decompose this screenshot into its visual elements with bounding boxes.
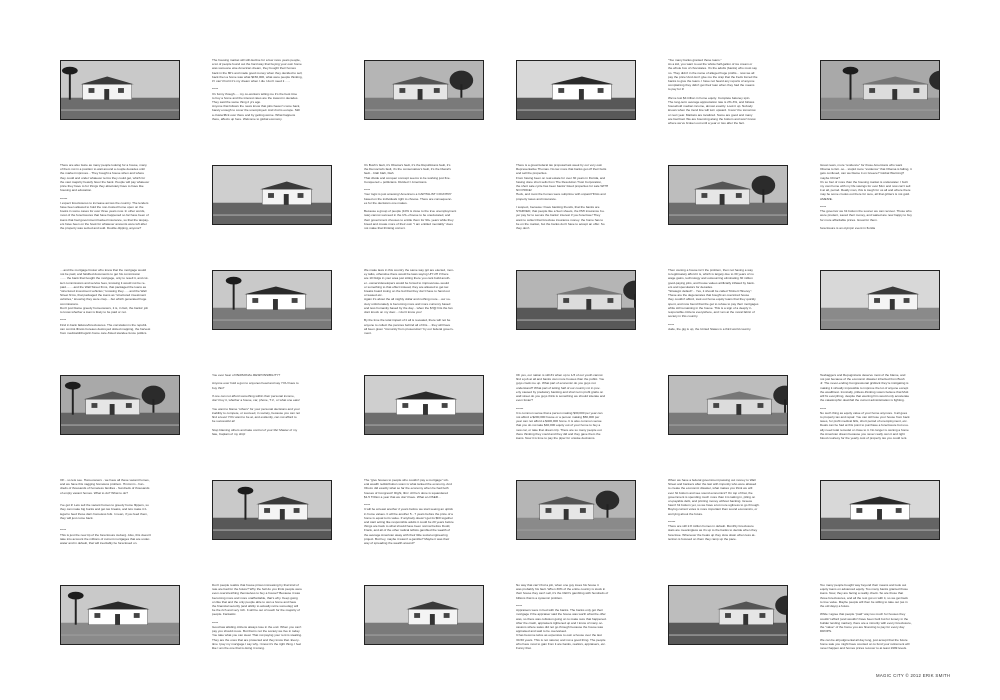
comment-text: Don't people realize that house prices increasing by that kind of rate are bad for the future? Why the hell do you think people were even overstretching themselves to buy a house? Because it was becoming more and more unaffordable, that's why. Keep going on like that and the only people able to own a home and have the financial security (and ability to actually retire someday) will be the rich and very rich. It will be out of reach for the majority of people. Fantastic. ***** Good law abiding citizens always lose in the end. When you can't pay you should move. But that is not the society we live in today. You take what you can steal. That not paying your rent is stealing. They are the ones that are protected and they know that. Every- time I pay my mortgage I say why. I know it's the right thing. I feel like I am the one that is doing it wrong. bbox=[212, 583, 302, 651]
comment-cell bbox=[364, 478, 492, 576]
comment-cell bbox=[212, 58, 340, 156]
overgrown-house-photo bbox=[60, 375, 180, 435]
comment-text: There is a great federal tax proposal last week by our very own Representative Thomas. No tax more that banks get off their butts and sell the properties. From having been on real estate for over 30 years in Florida, and having done short sells from The Resolution Trust Corporation, the short sale cycle has been banks' listed properties for sale WITH NO PRICE! Heck, and most the homes were subprime with unpaid HOAs and property taxes and insurance. I suspect, because I have banking friends, that the banks are STARVED, that people like a Sect sheets, the PMI insurance bu- yer pay for to secure the banks' interest if you foreclose! They want to collect that foreclose insurance money. the home has to be on the market, but the banks don't have to accept an offer. So they don't. bbox=[516, 163, 609, 231]
street-house-photo bbox=[364, 585, 484, 645]
comment-text: ....and the mortgage broker who knew that the mortgage would not be paid, and falsified documents to get his commission ....... the bank that bought the mortgage, only to resell it, and col- lect commissions and service fees, knowing it would not be re- paid.........and the Wall Street firms, that packaged the loans as "structured investment vehicles," knowing they.......and the Wall Street firms, that packaged the loans as "structured investment vehicles," knowing they were crap.....but which generated huge commissions. Don't just blame greedy homeowners, it is, in fact, the banks' job to know whether a loan is likely to be paid or not. ***** Find in bank failures/foreclosures. The correlation is the republi- can control.Illinois bureaus destroyed dotted mapping, the harvest from medicald/drugs/in home care /listed standee fence politics. bbox=[60, 268, 151, 336]
comment-text: The "give houses to people who couldn't pay a mortgage" Lib- eral wealth redistribution scam is what tanked the economy. And Obozo did exactly what so far the economy when he had both houses of Congress!! Right, libs!. All he's done is squandered $1.5 Trillion a year that we don't have. What a LOSER... ***** It will be at least another 2 years before we start seeing an uptick in home values. It will be another 5 - 7 years before the price of a home is equal to its value. If anybody doesn't get its $h0 together and start acting like responsible adults it could be 20 years before things are back to what should have been normal before Dodd, Frank, and all of the other radical leftists gambled the wealth of the average American away with their little social engineering project. But hey, maybe it wasn't a gamble? Maybe it was their way of spreading the wealth around? bbox=[364, 478, 454, 546]
comment-text: Teabaggers and Repugnicans deserve most of the blame, and not just because of the economic disaster inherited from Bush Jr. The never-ending Congressional gridlock they're instigating is making it virtually impossible to improve the lot of anyone except the wealthiest. Ironically, pitiless-thinking voters believe that Mutt will fix everything, despite that electing him would only accelerate the catastrophic downfall the current administration is fighting. ***** No such thing as equity value of your home anymore. It all goes to property tax and repair. You can still lose your house from back taxes, for profit medical bills, short period of unemployment, etc. Deals can be had at this point to purchase a foreclosure but usu- ally need total remodel or close to it. No longer is owning a home the American dream because you never really own it and right blood courtesy for the yearly cost of property tax you could rent. bbox=[820, 373, 910, 441]
photo-cell bbox=[60, 58, 180, 156]
photo-cell bbox=[820, 478, 940, 576]
comment-text: Oh yes, our nation is still #1 when up to 1/3 of our youth cannot find a job at all and banks own more houses than the public. You guys crack me up. What part of economic do you guys not understand? What part of letting half of our country rot in pov- erty caused by predatory banking and short term profit grabs on wall street do you guys think is something we should tolerate and even foster? ****** It is common sense that a person making $30,000 per year can not afford a $200,000 house or a person making $50,000 per year can not afford a $400,000 home. It is also common sense that you do not take $40,000 equity out of your home to buy a new car, or take that dream trip. There are so many people out there thinking they could and they did and they gave them the loans. Now it is time to pay the piper for unwise decisions. bbox=[516, 373, 606, 441]
sheet-row bbox=[60, 583, 940, 681]
photo-cell bbox=[364, 58, 484, 156]
comment-cell bbox=[212, 373, 340, 471]
palm-street-photo bbox=[516, 60, 636, 120]
carport-house-photo bbox=[516, 270, 636, 330]
photo-cell bbox=[668, 583, 788, 681]
comment-cell bbox=[668, 58, 796, 156]
comment-cell bbox=[516, 373, 644, 471]
comment-cell bbox=[668, 478, 796, 576]
comment-text: The housing market will still decline for a few more years people, a lot of people found out the hard way that buying your own home was someone else American dream, they bought their homes back in the 80's and made good money when they decided to sell, back then a home was what $150,000, what were people thinking, if I can't find it it's my dream when I die I don't need it ...... ***** It's funny though..... my co-workers telling me it's the best time to buy a home and the interest rates are the lowest in decades. They said the same thing 2 yrs ago. Anyone that follows the news know that jobs haven't come back, barely enough to cover the unemployed. And 2nd is europe. Still a clusterf#ck over there and by getting worse. What happens there, affects up here. Welcome to global economy. bbox=[212, 58, 303, 121]
sheet-row bbox=[60, 58, 940, 156]
comment-cell bbox=[60, 478, 180, 576]
wide-lawn-house-photo bbox=[820, 480, 940, 540]
graffiti-house-photo bbox=[212, 480, 332, 540]
photo-cell bbox=[516, 58, 636, 156]
comment-text: OK - so lets see. Homeowners - we have all these vacant homes, and we have this nagging homeless problem. Hmmmm - hun- dreds of thousands of homeless families - hundreds of thousands of empty vacant homes. What to do? What to do? I've got it! Lets sell the vacant homes to greedy home flippers, so they can make big bucks and get tax breaks, and lets make it il- legal to feed those darn homeless folk. I mean, if you feed them, they will just come back. ***** This is just the new tip of the foreclosure iceberg. Also, this doesn't take into account the millions of current mortgages that are under- water and in default, that will inevitably be foreclosed on. bbox=[60, 478, 152, 546]
photo-cell bbox=[212, 478, 332, 576]
comment-cell bbox=[364, 268, 492, 366]
comment-text: There are also twice as many people looking for a house, many of them not in a position to wait around a couple decades until the market improves... They bought a house when and where they could and under whatever terms they could get, which for the vast majority heavily favor the bank. People will pay whatever price they have to for things they absolutely have to have like housing and education. ****** I expect foreclosures to increase across the country. The lenders have been allowed to hold the non-trusted home open on the books in some cases for over three years now. In other words, most of the foreclosures that have happened so far have been of loans that had government backed insurance, so that the taxpay- ers have been on the hook for whatever amounts were left after the property was seized and sold. Double dipping, anyone? bbox=[60, 163, 150, 231]
photo-cell bbox=[364, 583, 484, 681]
corner-house-photo bbox=[60, 585, 180, 645]
photo-cell bbox=[668, 373, 788, 471]
comment-cell bbox=[516, 583, 644, 681]
photo-cell bbox=[820, 58, 940, 156]
comment-text: No way that can't find a job, when one guy loses his house it was probably his fault. When 30% of the entire country is stuck in their house they can't sell, it's the CEO's gambling with hundreds of billions that is a systemic problem. ***** Appraisers were in bed with the banks. The banks only got their mortgage if the appraiser said the house was worth what the offer was, so there was collusion going on to make sure that happened. After the crash, appraisers tightened up and I know of many oc- casions where sales did not go through because the house was appraised and said to be overvalued. It has become twice as expensive to own a house over the last 30-50 years. This is not natural, and not a good thing. The people who have most to gain from it are banks, realtors, appraisers, etc. Funny that. bbox=[516, 583, 609, 651]
comment-text: When we have a federal government passing out money to Wall Street and bankers after the last with impunity who were allowed to create the economic disaster, what makes you think we will ever hit bottom and see sound economics? On top of that, the government is spending much more than it is taking in, piling on un-payable debt, and printing money without backing. Greece hasn't hit bottom yet, so we have a lot more ugliness to go through. Buying current votes is more important than sound economics, or worrying about the future. ****** There are still 2.8 million homes in default. Monthly foreclosure stats are meaningless as it's up to the banks to decide when they foreclose. Whenever the heats up they slow down when less at- tention is focused on them they ramp up the pace. bbox=[668, 478, 760, 541]
comment-text: "Too many banks granted those loans." As a kid, you want to eat the whole half-gallon of ice cream or the whole box of chocolates. It's the adults (banks) who must say no. They didn't in the name of alleged huge profits... now we all pay the price! And don't give me the crap that the Feds forced the banks to give the loans. I have not heard any reports of anyone complaining they didn't get their loan when they had the means to pay for it! We've lost $4 trillion in home equity. Complete baloney spin. The long-term average appreciation rate is 2%-3%, and follows household median income, almost exactly. Look it up. Nobody knows when the trend line will turn upward. It won't be tomorrow or next year. Markets are localized. Some are good and many are bad bad. We are bouncing along the bottom and won't know where we've broken out until a year or two after the fact. bbox=[668, 58, 758, 126]
ranch-house-photo bbox=[820, 60, 940, 120]
photo-cell bbox=[516, 478, 636, 576]
sheet-row bbox=[60, 478, 940, 576]
comment-cell bbox=[820, 373, 940, 471]
photo-cell bbox=[60, 583, 180, 681]
comment-text: You ever hear of PERSONAL RESPONSIBILITY? Anyone ever hold a gun to anyones head and say YOU have to buy this? If one can not afford something within their personal income, don't buy it, whether a house, car, phone, T.V., or what one eats! You want to blame "others" for your personal decisions and your inability to compete, or succeed, in society, because you can not find a level YOU want to be at, and evidently, can not afford to be successful at! Stop blaming others and take control of your life! Master of my fate, Captain of my ship! bbox=[212, 373, 300, 436]
comment-cell bbox=[820, 583, 940, 681]
photo-cell bbox=[60, 373, 180, 471]
sheet-row bbox=[60, 163, 940, 261]
photo-cell bbox=[364, 373, 484, 471]
modest-house-photo bbox=[516, 480, 636, 540]
comment-cell bbox=[516, 163, 644, 261]
comment-text: We make laws in this country the same way ppl are elected, mon- ey talks, otherwise there would be laws saying UH UH if there are 10 bldgs in your area just sitting there you cant build anoth- er...owners/developers would be forced to improve/use~would or something to that effect instead, they are allowed to get tax breaks board loving on the fed that they don't have to hand out or leased etc. Again it's about the all mighty dollar and nothing more....our so- ciety unfortunately is becoming more and more currency based and less humanity based by the day... when the $!!@ hits the fan dont knock on my door....I don't know you! By the time the total impact of it all is revealed, there will not be anyone to collect the pennies behind all of this.... they will have all been given "immunity from prosecution" by our federal govern- ment. bbox=[364, 268, 454, 336]
comment-cell bbox=[364, 163, 492, 261]
photo-cell bbox=[212, 163, 332, 261]
roadside-house-photo bbox=[364, 375, 484, 435]
comment-cell bbox=[60, 268, 180, 366]
photo-cell bbox=[516, 268, 636, 366]
comment-cell bbox=[212, 583, 340, 681]
comment-cell bbox=[668, 268, 796, 366]
shaded-house-photo bbox=[668, 585, 788, 645]
palm-house-photo bbox=[364, 60, 484, 120]
credit-line: MAGIC CITY © 2012 ERIK SMITH bbox=[876, 673, 951, 678]
comment-text: It's Bush's fault, it's Obama's fault, it's the Republicans fault, it's the Democrat's fault, it's the conservative's fault, it's the liberal's fault... blah blah, blah That divide and conquer concept seems to be working just fine. Conquered + politicians. Divided = Americans. ***** Your logic is just amusing! America is a CAPITALIST COUNTRY based on the individuals right to choose. There are consequenc- es for the decisions one makes. Because a group of people (10% is close to the true unemployment rate) cannot succeed in the US--choose to be uneducated, and their government chooses to entitle them for 90+ years while they breed and create more of their own "I am entitled mentality" does not make that thinking correct. bbox=[364, 163, 457, 231]
flat-house-photo bbox=[212, 270, 332, 330]
sheet-row bbox=[60, 373, 940, 471]
contact-sheet-grid bbox=[60, 58, 940, 680]
comment-text: Then owning a house isn't the problem, then not having a way to legitimately afford it is, which is largely due to 30 years of no wage gains, technology and outsourcing eliminating 30 million good-paying jobs, and house values artificially inflated by bank- ers and speculators for decades. "Strategic default"... Yes, it should be called "Robert Hinerey". These are the degenerates that bought an oversized house they couldn't afford, took out home equity loans that they quickly spent, and now found that the get to refuse to pay their mortgages while still remaining in the house. This is a sign of a deeply ir- responsible citizens everywhere, and I am at the moral fabric of society in this country. ***** dude, the gig is up, the United States is a third world country. bbox=[668, 268, 759, 331]
trash-yard-photo bbox=[820, 270, 940, 330]
photo-cell bbox=[668, 163, 788, 261]
comment-cell bbox=[60, 163, 180, 261]
comment-text: Great news, more "evidence" for those Americans who want Obama to fail...so... stupid more "evidence" that Obama is failing, it gets confused, can we blame it on Greece? Global Warming? maybe China? It's so foul of more than the housing market is underwater. I built my own home with my life savings for over $1m and now can't sell it at all, period. Really man, this is tough for us all and where there may be some crooks out there for sure, all that gritters is not gold. AMEN!E. ***** The governor we hit bottom the sooner we can recover. Those who were prudent, saved their money, and waited are now happy to buy for more affordable prices. Great for them. foreclosure is an olympic event in florida bbox=[820, 163, 912, 231]
comment-cell bbox=[820, 163, 940, 261]
house-photo bbox=[60, 60, 180, 120]
sheet-row bbox=[60, 268, 940, 366]
comment-text: Too many people bought way beyond their means and took out equity loans on advanced equity. Too many banks granted those loans. Now, they are facing a reality check. So are those that those foreclosures, and all the rest got on with it, so we get back to true value. Maybe people will then be willing to take out (as in the old days) a future. While I agree that people "paid" way too much for houses they couldn't afford (and wouldn't have been built but for lunacy in the builder lending market), there are a minority with every foreclosure, the "value" of the home you are financing to pay for every day DROPS. We can be all judgmental all day long, just accept that the future home sale you might have counted on to fund your retirement will never happen and homes prices recover to at least 1999 levels. bbox=[820, 583, 912, 651]
tilted-house-photo bbox=[668, 375, 788, 435]
photo-cell bbox=[212, 268, 332, 366]
stucco-house-photo bbox=[668, 165, 788, 225]
boxy-house-photo bbox=[212, 165, 332, 225]
photo-cell bbox=[820, 268, 940, 366]
